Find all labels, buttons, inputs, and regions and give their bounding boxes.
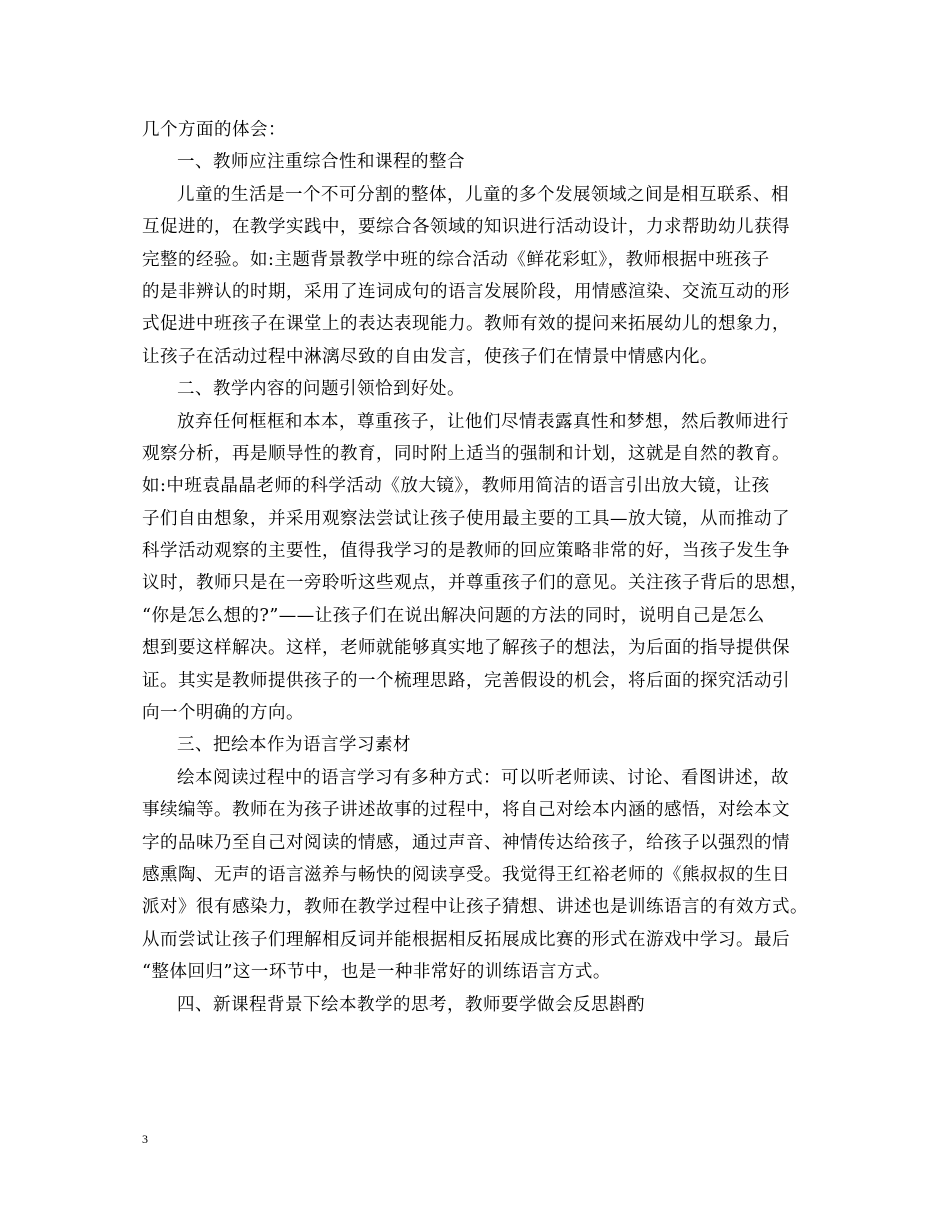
paragraph-line: 向一个明确的方向。: [142, 703, 304, 724]
paragraph-line: 事续编等。教师在为孩子讲述故事的过程中，将自己对绘本内涵的感悟，对绘本文: [142, 800, 790, 821]
paragraph-line: 科学活动观察的主要性，值得我学习的是教师的回应策略非常的好，当孩子发生争: [142, 541, 790, 562]
paragraph-first-line: 儿童的生活是一个不可分割的整体，儿童的多个发展领域之间是相互联系、相: [177, 184, 789, 205]
paragraph-line: 感熏陶、无声的语言滋养与畅快的阅读享受。我觉得王红裕老师的《熊叔叔的生日: [142, 864, 790, 885]
paragraph-line: “你是怎么想的?”——让孩子们在说出解决问题的方法的同时，说明自己是怎么: [142, 605, 765, 626]
paragraph-line: 从而尝试让孩子们理解相反词并能根据相反拓展成比赛的形式在游戏中学习。最后: [142, 929, 790, 950]
paragraph-line: 式促进中班孩子在课堂上的表达表现能力。教师有效的提问来拓展幼儿的想象力，: [142, 314, 790, 335]
paragraph-line: 证。其实是教师提供孩子的一个梳理思路，完善假设的机会，将后面的探究活动引: [142, 670, 790, 691]
paragraph-line: 想到要这样解决。这样，老师就能够真实地了解孩子的想法，为后面的指导提供保: [142, 638, 790, 659]
paragraph-line: 子们自由想象，并采用观察法尝试让孩子使用最主要的工具—放大镜，从而推动了: [142, 508, 790, 529]
paragraph-first-line: 一、教师应注重综合性和课程的整合: [177, 152, 465, 173]
paragraph-line: “整体回归”这一环节中，也是一种非常好的训练语言方式。: [142, 962, 611, 983]
paragraph-line: 互促进的，在教学实践中，要综合各领域的知识进行活动设计，力求帮助幼儿获得: [142, 217, 790, 238]
paragraph-line: 如:中班袁晶晶老师的科学活动《放大镜》，教师用简洁的语言引出放大镜，让孩: [142, 476, 770, 497]
paragraph-first-line: 放弃任何框框和本本，尊重孩子，让他们尽情表露真性和梦想，然后教师进行: [177, 411, 789, 432]
paragraph-first-line: 四、新课程背景下绘本教学的思考，教师要学做会反思斟酌: [177, 994, 645, 1015]
paragraph-first-line: 绘本阅读过程中的语言学习有多种方式：可以听老师读、讨论、看图讲述，故: [177, 767, 789, 788]
paragraph-line: 议时，教师只是在一旁聆听这些观点，并尊重孩子们的意见。关注孩子背后的思想，: [142, 573, 808, 594]
paragraph-line: 几个方面的体会：: [142, 120, 286, 140]
document-body: [142, 114, 807, 1021]
paragraph-line: 完整的经验。如:主题背景教学中班的综合活动《鲜花彩虹》，教师根据中班孩子: [142, 249, 770, 270]
paragraph-line: 派对》很有感染力，教师在教学过程中让孩子猜想、讲述也是训练语言的有效方式。: [142, 897, 808, 918]
paragraph-line: 字的品味乃至自己对阅读的情感，通过声音、神情传达给孩子，给孩子以强烈的情: [142, 832, 790, 853]
paragraph-line: 的是非辨认的时期，采用了连词成句的语言发展阶段，用情感渲染、交流互动的形: [142, 281, 790, 302]
paragraph-first-line: 三、把绘本作为语言学习素材: [177, 735, 411, 756]
page-number: 3: [142, 1132, 148, 1146]
paragraph-first-line: 二、教学内容的问题引领恰到好处。: [177, 379, 465, 400]
paragraph-line: 观察分析，再是顺导性的教育，同时附上适当的强制和计划，这就是自然的教育。: [142, 443, 790, 464]
paragraph-line: 让孩子在活动过程中淋漓尽致的自由发言，使孩子们在情景中情感内化。: [142, 346, 718, 367]
